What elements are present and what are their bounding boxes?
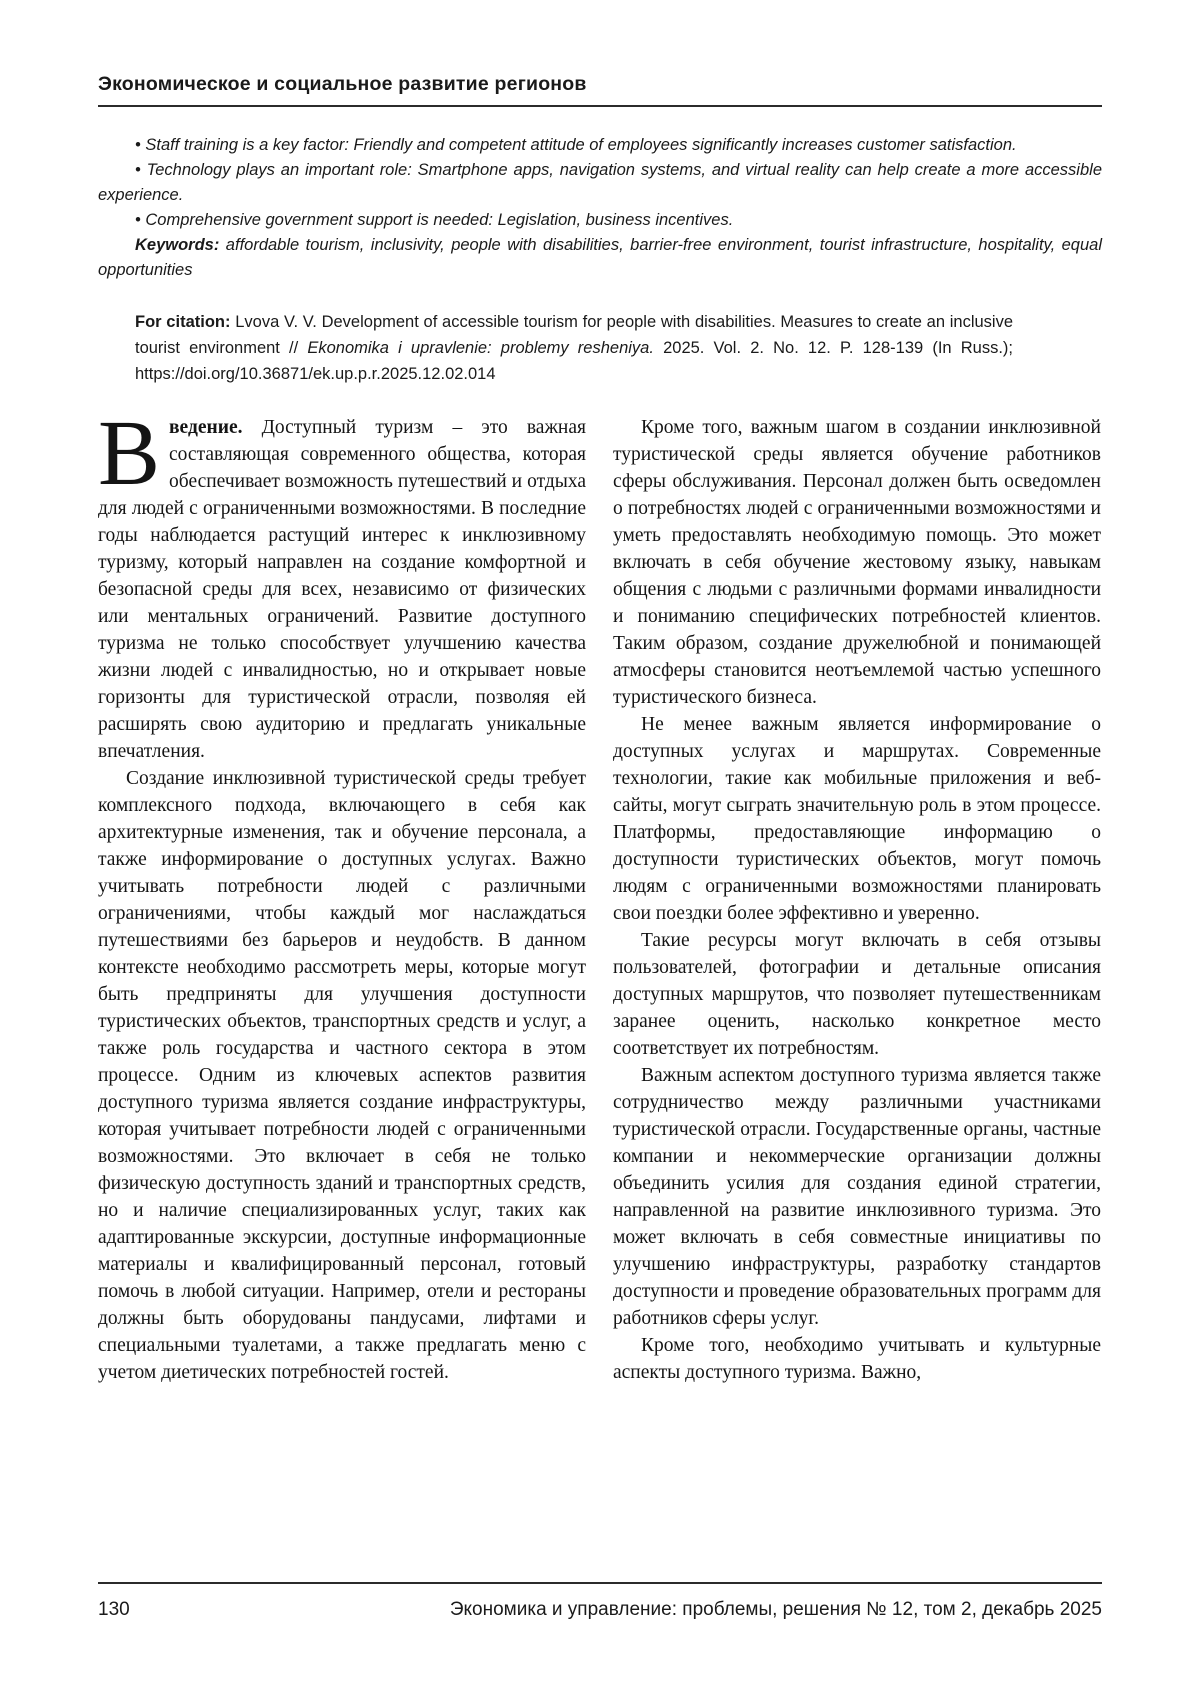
page-number: 130 — [98, 1599, 130, 1620]
paragraph: Создание инклюзивной туристической среды требует комплексного подхода, включающего в себя как архитектурные изменения, так и обучение персонала, а также информирование о доступных услугах. Важно учитывать потребности людей с различными ограничениями, чтобы каждый мог наслаждаться путешествиями без барьеров и неудобств. В данном контексте необходимо рассмотреть меры, которые могут быть предприняты для улучшения доступности туристических объектов, транспортных средств и услуг, а также роль государства и частного сектора в этом процессе. Одним из ключевых аспектов развития доступного туризма является создание инфраструктуры, которая учитывает потребности людей с ограниченными возможностями. Это включает в себя не только физическую доступность зданий и транспортных средств, но и наличие специализированных услуг, таких как адаптированные экскурсии, доступные информационные материалы и квалифицированный персонал, готовый помочь в любой ситуации. Например, отели и рестораны должны быть оборудованы пандусами, лифтами и специальными туалетами, а также предлагать меню с учетом диетических потребностей гостей. — [98, 768, 586, 1383]
intro-lead: ведение. — [169, 417, 243, 438]
right-column — [613, 414, 1101, 1386]
highlight-bullet: • Technology plays an important role: Smartphone apps, navigation systems, and virtual reality can help create a more accessible experience. — [98, 161, 1102, 204]
paragraph: Не менее важным является информирование о доступных услугах и маршрутах. Современные технологии, такие как мобильные приложения и веб-сайты, могут сыграть значительную роль в этом процессе. Платформы, предоставляющие информацию о доступности туристических объектов, могут помочь людям с ограниченными возможностями планировать свои поездки более эффективно и уверенно. — [613, 714, 1101, 924]
section-title: Экономическое и социальное развитие регионов — [98, 73, 587, 95]
intro-paragraph — [98, 402, 586, 765]
citation-label: For citation: — [135, 313, 231, 331]
article-body — [98, 402, 1102, 1386]
page-footer — [98, 1582, 1102, 1621]
footer-rule — [98, 1582, 1102, 1584]
paragraph: Важным аспектом доступного туризма является также сотрудничество между различными участниками туристической отрасли. Государственные органы, частные компании и некоммерческие организации должны объединить усилия для создания единой стратегии, направленной на развитие инклюзивного туризма. Это может включать в себя совместные инициативы по улучшению инфраструктуры, разработку стандартов доступности и проведение образовательных программ для работников сферы услуг. — [613, 1065, 1101, 1329]
paragraph: Кроме того, важным шагом в создании инклюзивной туристической среды является обучение работников сферы обслуживания. Персонал должен быть осведомлен о потребностях людей с ограниченными возможностями и уметь предоставлять необходимую помощь. Это может включать в себя обучение жестовому языку, навыкам общения с людьми с различными формами инвалидности и пониманию специфических потребностей клиентов. Таким образом, создание дружелюбной и понимающей атмосферы становится неотъемлемой частью успешного туристического бизнеса. — [613, 417, 1101, 708]
page-header — [98, 72, 1102, 107]
keywords-text: affordable tourism, inclusivity, people with disabilities, barrier-free environment, tourist infrastructure, hospitality, equal opportunities — [98, 236, 1102, 279]
doi-link: https://doi.org/10.36871/ek.up.p.r.2025.12.02.014 — [135, 365, 496, 383]
footer-row — [98, 1599, 1102, 1621]
highlight-bullet: • Staff training is a key factor: Friendly and competent attitude of employees significantly increases customer satisfaction. — [135, 136, 1017, 154]
citation-authors-title: Lvova V. V. Development of accessible tourism for people with disabilities. Measures to create an inclusive tourist environment // — [135, 313, 1014, 357]
left-column — [98, 402, 586, 1386]
citation-block — [135, 309, 1013, 387]
journal-footer-line: Экономика и управление: проблемы, решения № 12, том 2, декабрь 2025 — [449, 1599, 1102, 1620]
paragraph: Кроме того, необходимо учитывать и культурные аспекты доступного туризма. Важно, — [613, 1335, 1101, 1383]
citation-journal-name: Ekonomika i upravlenie: problemy resheniya. — [307, 339, 654, 357]
paragraph-text: Доступный туризм – это важная составляющая современного общества, которая обеспечивает возможность путешествий и отдыха для людей с ограниченными возможностями. В последние годы наблюдается растущий интерес к инклюзивному туризму, который направлен на создание комфортной и безопасной среды для всех, независимо от физических или ментальных ограничений. Развитие доступного туризма не только способствует улучшению качества жизни людей с инвалидностью, но и открывает новые горизонты для туристической отрасли, позволяя ей расширять свою аудиторию и предлагать уникальные впечатления. — [98, 417, 586, 762]
citation-paragraph — [135, 309, 1013, 387]
abstract-highlights — [98, 133, 1102, 283]
paragraph: Такие ресурсы могут включать в себя отзывы пользователей, фотографии и детальные описания доступных маршрутов, что позволяет путешественникам заранее оценить, насколько конкретное место соответствует их потребностям. — [613, 930, 1101, 1059]
keywords-line — [98, 233, 1102, 283]
keywords-label: Keywords: — [135, 236, 220, 254]
highlight-bullet: • Comprehensive government support is needed: Legislation, business incentives. — [135, 211, 734, 229]
header-rule — [98, 105, 1102, 107]
citation-issue-info: 2025. Vol. 2. No. 12. P. 128-139 (In Russ.); — [653, 339, 1013, 357]
dropcap-letter: В — [98, 402, 161, 505]
